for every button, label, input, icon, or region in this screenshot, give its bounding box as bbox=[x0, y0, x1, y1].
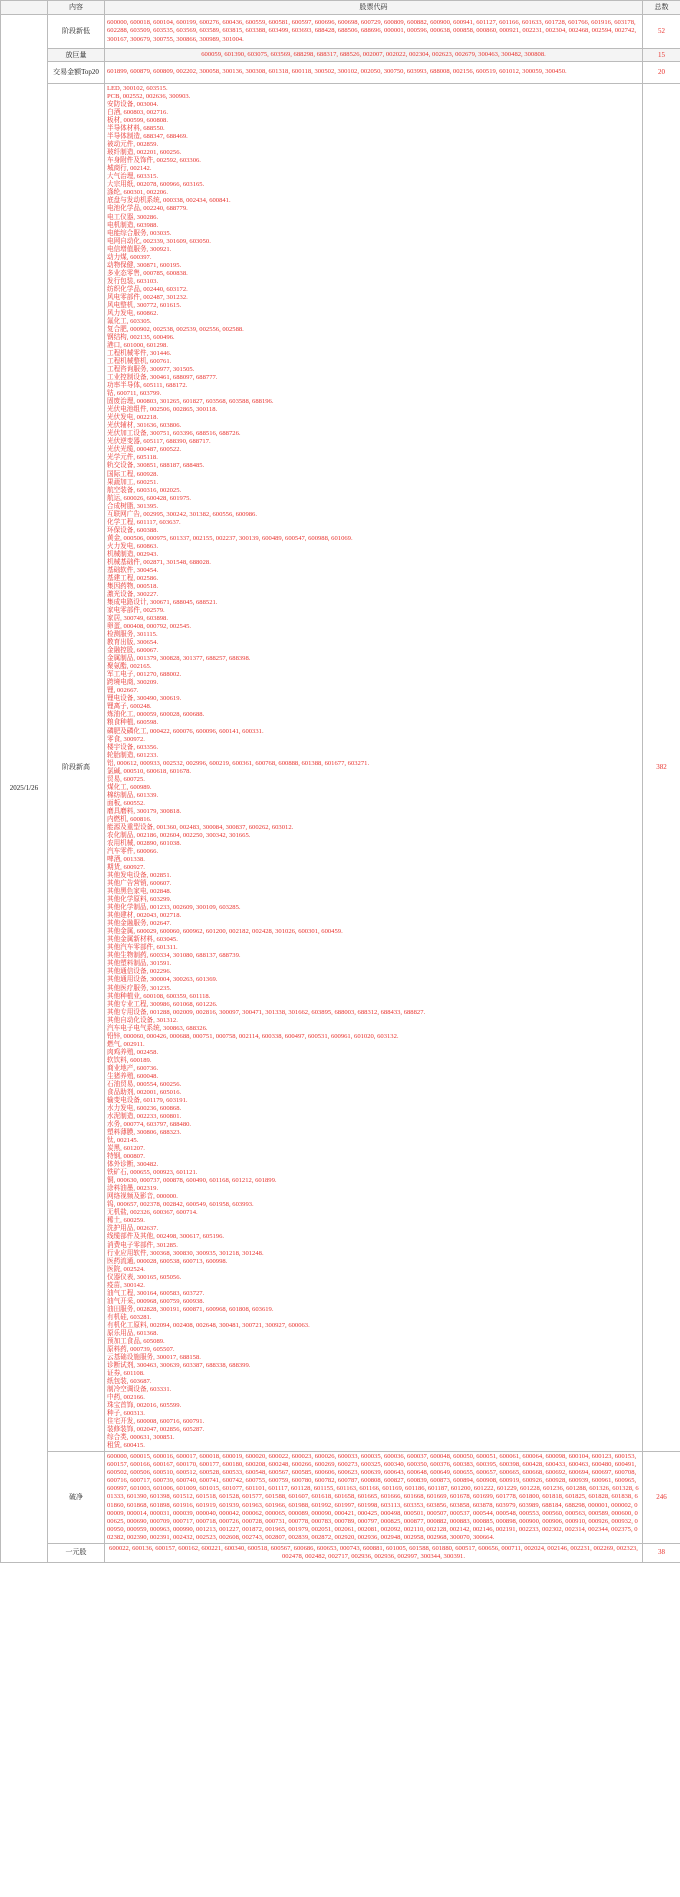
industry-line: 洗护用品, 002637. bbox=[107, 1225, 159, 1233]
industry-line: 塑料薄膜, 300806, 688323. bbox=[107, 1129, 182, 1137]
industry-line: 多业态零售, 000785, 600838. bbox=[107, 269, 188, 277]
row-new-low bbox=[1, 15, 680, 49]
industry-line: 诊断试剂, 300463, 300639, 603387, 688338, 688399. bbox=[107, 1361, 251, 1369]
industry-line: PCB, 002552, 002636, 300903. bbox=[107, 93, 191, 101]
industry-line: 大气治理, 603315. bbox=[107, 173, 159, 181]
industry-line: 种子, 600313. bbox=[107, 1410, 145, 1418]
category-top20: 交易金额Top20 bbox=[48, 62, 105, 84]
industry-line: 软饮料, 600189. bbox=[107, 1056, 152, 1064]
industry-line: 水泥制造, 002233, 600801. bbox=[107, 1113, 182, 1120]
industry-line: 光伏电池组件, 002506, 002865, 300118. bbox=[107, 406, 218, 414]
industry-line: 油田服务, 002828, 300191, 600871, 600968, 601808, 603619. bbox=[107, 1305, 274, 1313]
industry-line: 其他生物制药, 600334, 301080, 688137, 688739. bbox=[107, 952, 241, 960]
industry-line: 稀土, 600259. bbox=[107, 1217, 145, 1225]
row-net bbox=[1, 1452, 680, 1543]
codes-net: 600000, 600015, 600016, 600017, 600018, 600019, 600020, 600022, 600023, 600026, 600033, 600035, 600036, 600037, 600048, 600050, 600051, 600061, 600064, 600098, 600104, 600123, 600153, 600157, 600166, 600167, 600170, 600177, 600180, 600208, 600248, 600266, 600269, 600273, 600325, 600340, 600350, 600376, 600383, 600395, 600398, 600428, 600433, 600463, 600480, 600491, 600502, 600506, 600510, 600512, 600528, 600533, 600548, 600567, 600585, 600606, 600623, 600639, 600643, 600648, 600649, 600655, 600657, 600665, 600668, 600692, 600694, 600697, 600708, 600716, 600717, 600739, 600740, 600741, 600742, 600755, 600759, 600780, 600782, 600787, 600808, 600827, 600839, 600873, 600894, 600908, 600919, 600926, 600928, 600939, 600961, 600965, 600997, 601003, 601006, 601009, 601015, 601077, 601101, 601117, 601128, 601155, 601163, 601166, 601169, 601186, 601187, 601200, 601222, 601229, 601228, 601236, 601288, 601326, 601328, 601333, 601390, 601398, 601512, 601518, 601528, 601577, 601588, 601607, 601618, 601658, 601665, 601666, 601668, 601669, 601678, 601699, 601778, 601800, 601818, 601825, 601828, 601838, 601860, 601868, 601898, 601916, 601919, 601939, 601963, 601966, 601988, 601992, 601997, 601998, 603113, 603353, 603856, 603858, 603878, 603979, 603989, 688184, 688298, 000001, 000002, 000009, 000014, 000031, 000039, 000040, 000042, 000062, 000065, 000089, 000090, 000421, 000425, 000498, 000501, 000507, 000537, 000544, 000548, 000553, 000560, 000563, 000589, 000600, 000625, 000690, 000709, 000717, 000718, 000726, 000728, 000731, 000778, 000783, 000789, 000797, 000825, 000877, 000882, 000883, 000885, 000898, 000900, 000906, 000910, 000926, 000932, 000950, 000959, 000963, 000990, 001213, 001227, 001872, 001965, 001979, 002051, 002061, 002081, 002092, 002110, 002128, 002142, 002146, 002191, 002233, 002302, 002314, 002344, 002375, 002382, 002390, 002391, 002432, 002523, 002608, 002743, 002807, 002839, 002872, 002920, 002936, 002948, 002958, 002968, 300070, 300664. bbox=[105, 1452, 643, 1543]
industry-line: 其他发电设备, 002851. bbox=[107, 872, 172, 880]
category-volume: 放巨量 bbox=[48, 49, 105, 62]
industry-line: 基建工程, 002586. bbox=[107, 574, 159, 582]
industry-line: 车身附件及饰件, 002592, 603306. bbox=[107, 157, 201, 165]
count-penny: 38 bbox=[643, 1543, 680, 1562]
count-volume: 15 bbox=[643, 49, 680, 62]
industry-line: 大宗用纸, 002078, 600966, 603165. bbox=[107, 181, 205, 189]
industry-line: 基础软件, 300454. bbox=[107, 566, 159, 574]
industry-line: 炼油化工, 000059, 600028, 600688. bbox=[107, 711, 205, 719]
industry-line: 行业应用软件, 300368, 300830, 300935, 301218, 301248. bbox=[107, 1249, 264, 1257]
industry-line: 住宅开发, 600008, 600716, 600791. bbox=[107, 1418, 205, 1426]
industry-line: 互联网广告, 002995, 300242, 301382, 600556, 600986. bbox=[107, 510, 258, 518]
industry-line: 面板, 600552. bbox=[107, 799, 145, 807]
industry-line: 氯碱, 000510, 600618, 601678. bbox=[107, 767, 192, 775]
industry-line: 其他医疗服务, 301235. bbox=[107, 984, 172, 992]
industry-line: 钨, 000657, 002378, 002842, 600549, 601958, 603993. bbox=[107, 1201, 254, 1209]
industry-line: 原乐用品, 601368. bbox=[107, 1329, 159, 1337]
industry-line: 电池化学品, 002240, 688779. bbox=[107, 205, 188, 213]
industry-line: 输变电设备, 601179, 603191. bbox=[107, 1096, 188, 1104]
industry-line: 板材, 000599, 600808. bbox=[107, 117, 168, 125]
industry-line: 内燃机, 600816. bbox=[107, 815, 152, 823]
industry-line: 其他黑色家电, 002848. bbox=[107, 888, 172, 896]
industry-line: 制冷空调设备, 603331. bbox=[107, 1386, 172, 1394]
industry-line: 航空装备, 600316, 002025. bbox=[107, 486, 182, 494]
industry-line: 安防设备, 003004. bbox=[107, 101, 159, 109]
industry-line: 有机化工原料, 002094, 002408, 002648, 300481, 300721, 300927, 600063. bbox=[107, 1321, 310, 1329]
industry-line: 炭黑, 601207. bbox=[107, 1145, 145, 1153]
industry-line: 化学工程, 601117, 603637. bbox=[107, 518, 181, 526]
industry-line: 特钢, 000807. bbox=[107, 1153, 145, 1161]
industry-line: 金属制品, 001379, 300828, 301377, 688257, 688398. bbox=[107, 655, 251, 663]
industry-line: 光伏辅材, 301636, 603806. bbox=[107, 422, 182, 430]
industry-line: 棉纺制品, 601339. bbox=[107, 791, 159, 799]
industry-line: 工程机械零件, 301446. bbox=[107, 350, 172, 358]
industry-line: 贸易, 600725. bbox=[107, 775, 145, 783]
industry-line: 线缆部件及其他, 002498, 300617, 605196. bbox=[107, 1233, 225, 1241]
industry-line: 动物保健, 300871, 600195. bbox=[107, 261, 182, 269]
industry-line: 工程机械整机, 600761. bbox=[107, 358, 172, 366]
industry-line: 电能综合服务, 003035. bbox=[107, 229, 172, 237]
codes-new-low: 600000, 600018, 600104, 600199, 600276, 600436, 600559, 600581, 600597, 600696, 600698, 600729, 600809, 600882, 600900, 600941, 601127, 601166, 601633, 601728, 601766, 601916, 603178, 602288, 603509, 603535, 603569, 603589, 603815, 603388, 603499, 603693, 688428, 688506, 688696, 000001, 000596, 000638, 000858, 000860, 000921, 002231, 002304, 002468, 002594, 002742, 300167, 300679, 300755, 300866, 300989, 301004. bbox=[105, 15, 643, 49]
industry-line: 铅锌, 000060, 000426, 000688, 000751, 000758, 002114, 600338, 600497, 600531, 600961, 601020, 603132. bbox=[107, 1032, 399, 1040]
industry-line: 其他金属, 600029, 600060, 600962, 601200, 002182, 002428, 301026, 600301, 600459. bbox=[107, 928, 343, 936]
count-net: 246 bbox=[643, 1452, 680, 1543]
header-count: 总数 bbox=[643, 1, 680, 15]
industry-line: 疫苗, 300142. bbox=[107, 1281, 145, 1289]
industry-line: 钴, 600711, 603799. bbox=[107, 390, 162, 398]
industry-line: 云基础设施服务, 300017, 688158. bbox=[107, 1353, 201, 1361]
industry-line: 黄金, 000506, 000975, 601337, 002155, 002237, 300139, 600489, 600547, 600988, 601069. bbox=[107, 534, 353, 542]
industry-line: 水务, 000774, 603797, 688480. bbox=[107, 1121, 192, 1129]
industry-line: 证券, 601108. bbox=[107, 1370, 145, 1377]
industry-line: 轨交设备, 300851, 688187, 688485. bbox=[107, 462, 205, 470]
industry-line: 零食, 300972. bbox=[107, 735, 145, 743]
industry-line: 光伏光缆, 000487, 600522. bbox=[107, 446, 182, 454]
industry-line: 农化制品, 002186, 002604, 002250, 300342, 301665. bbox=[107, 831, 251, 839]
industry-line: 被动元件, 002859. bbox=[107, 141, 159, 149]
industry-line: 铝, 000612, 000933, 002532, 002996, 600219, 600361, 600768, 600888, 601388, 601677, 603271. bbox=[107, 759, 370, 767]
category-net: 破净 bbox=[48, 1452, 105, 1543]
industry-line: 石油贸易, 000554, 600256. bbox=[107, 1080, 182, 1088]
industry-line: 肉鸡养殖, 002458. bbox=[107, 1048, 159, 1056]
header-date bbox=[1, 1, 48, 15]
industry-line: 光伏逆变器, 605117, 688390, 688717. bbox=[107, 438, 211, 446]
industry-line: 涂料油墨, 002319. bbox=[107, 1185, 159, 1193]
codes-volume: 600059, 601390, 603075, 603569, 688298, 688317, 688526, 002007, 002022, 002304, 002623, 002679, 300463, 300482, 300808. bbox=[105, 49, 643, 62]
industry-line: 铁矿石, 000655, 000923, 601121. bbox=[107, 1169, 198, 1177]
industry-line: 锂电设备, 300490, 300619. bbox=[107, 695, 182, 703]
industry-line: 底盘与发动机系统, 000338, 002434, 600841. bbox=[107, 197, 231, 205]
industry-line: 机械基础件, 002871, 301548, 688028. bbox=[107, 558, 211, 566]
industry-line: 金融控股, 600067. bbox=[107, 647, 159, 655]
industry-line: 磨具磨料, 300179, 300818. bbox=[107, 807, 182, 815]
header-row bbox=[1, 1, 680, 15]
industry-line: 合成树脂, 301395. bbox=[107, 502, 159, 510]
industry-line: 激光设备, 300227. bbox=[107, 590, 159, 598]
industry-line: 钢结构, 002135, 600496. bbox=[107, 333, 175, 341]
industry-line: 固废治理, 000803, 301265, 601827, 603568, 603588, 688196. bbox=[107, 398, 274, 406]
industry-line: 电机制造, 603988. bbox=[107, 221, 159, 229]
industry-line: 其他专业工程, 300986, 601068, 601226. bbox=[107, 1000, 218, 1008]
row-volume bbox=[1, 49, 680, 62]
industry-line: 食品助剂, 002001, 605016. bbox=[107, 1088, 182, 1096]
industry-line: 仪器仪表, 300165, 605056. bbox=[107, 1273, 182, 1281]
industry-line: 工程咨询服务, 300977, 301505. bbox=[107, 366, 195, 374]
industry-line: 功率半导体, 605111, 688172. bbox=[107, 382, 188, 390]
industry-line: 纸包装, 603687. bbox=[107, 1378, 152, 1386]
industry-line: 其他化学制品, 001233, 002609, 300109, 603285. bbox=[107, 904, 241, 912]
industry-line: 无机盐, 002326, 600367, 600714. bbox=[107, 1209, 198, 1217]
industry-line: 楼宇设备, 603356. bbox=[107, 743, 159, 751]
industry-line: 期货, 600927. bbox=[107, 864, 145, 872]
industry-line: 玻纤制造, 002201, 600256. bbox=[107, 149, 182, 157]
industry-line: 光伏加工设备, 300751, 603396, 688516, 688726. bbox=[107, 430, 241, 438]
industry-line: 其他化学原料, 603299. bbox=[107, 896, 172, 904]
industry-line: 教育出版, 300654. bbox=[107, 639, 159, 647]
row-penny bbox=[1, 1543, 680, 1562]
industry-line: 其他通用设备, 300004, 300263, 601369. bbox=[107, 976, 218, 984]
industry-line: 体外诊断, 300482. bbox=[107, 1161, 159, 1169]
industry-line: 风电零部件, 002487, 301232. bbox=[107, 293, 188, 301]
industry-line: 消费电子零部件, 301285. bbox=[107, 1241, 178, 1249]
industry-line: 网络视频及影音, 000000. bbox=[107, 1193, 178, 1201]
industry-line: 卵蛋, 000408, 000792, 002545. bbox=[107, 623, 192, 631]
industry-line: 有机硅, 603281. bbox=[107, 1313, 152, 1321]
industry-line: 汽车零件, 600066. bbox=[107, 847, 159, 855]
industry-line: 果蔬加工, 600251. bbox=[107, 478, 159, 486]
industry-line: 商业地产, 600736. bbox=[107, 1064, 159, 1072]
industry-line: 跨境电商, 300209. bbox=[107, 679, 159, 687]
industry-line: 集成电路设计, 300671, 688045, 688521. bbox=[107, 599, 218, 606]
industry-line: 机械制造, 002943. bbox=[107, 550, 159, 558]
industry-line: 预加工食品, 605089. bbox=[107, 1337, 165, 1345]
category-new-low: 阶段新低 bbox=[48, 15, 105, 49]
industry-line: 光学元件, 605118. bbox=[107, 454, 158, 462]
industry-line: 油气开采, 000968, 600759, 600938. bbox=[107, 1297, 205, 1305]
industry-line: 汽车电子电气系统, 300863, 688326. bbox=[107, 1024, 208, 1032]
industry-line: 原料药, 000739, 605507. bbox=[107, 1345, 175, 1353]
industry-line: 中药, 002166. bbox=[107, 1394, 145, 1402]
industry-line: 轮胎制造, 601233. bbox=[107, 751, 159, 759]
industry-line: 锂离子, 600248. bbox=[107, 703, 152, 711]
industry-line: 锂, 002667. bbox=[107, 687, 139, 695]
industry-line: 风力发电, 600862. bbox=[107, 309, 159, 317]
industry-line: 啤酒, 001338. bbox=[107, 856, 145, 863]
industry-line: 磷肥及磷化工, 000422, 600076, 600096, 600141, 600331. bbox=[107, 727, 264, 735]
industry-line: 军工电子, 001270, 688002. bbox=[107, 671, 182, 679]
industry-line: 工业控制设备, 300461, 688097, 688777. bbox=[107, 374, 218, 382]
industry-line: 其他建材, 002043, 002718. bbox=[107, 912, 182, 920]
industry-line: 燃气, 002911. bbox=[107, 1040, 145, 1048]
count-new-high: 382 bbox=[643, 84, 680, 1452]
industry-line: 水力发电, 600236, 600868. bbox=[107, 1104, 182, 1112]
industry-line: 家电零部件, 002579. bbox=[107, 607, 165, 615]
industry-line: 电网自动化, 002339, 301609, 603050. bbox=[107, 237, 211, 245]
industry-line: 珠宝首饰, 002016, 605599. bbox=[107, 1402, 182, 1410]
industry-line: 其他汽车零部件, 601311. bbox=[107, 944, 178, 952]
industry-line: 其他自动化设备, 301312. bbox=[107, 1016, 178, 1024]
industry-line: 光伏发电, 002218. bbox=[107, 414, 159, 422]
industry-line: 租赁, 600415. bbox=[107, 1442, 145, 1450]
industry-line: 其他专用设备, 001288, 002009, 002816, 300097, 300471, 301338, 301662, 603895, 688003, 688312, 688433, 688827. bbox=[107, 1008, 426, 1016]
industry-line: 聚氨酯, 002165. bbox=[107, 663, 152, 671]
industry-line: 港口, 601000, 601298. bbox=[107, 342, 168, 349]
industry-line: 复合肥, 000902, 002538, 002539, 002556, 002588. bbox=[107, 325, 244, 333]
codes-penny: 600022, 600136, 600157, 600162, 600221, 600340, 600518, 600567, 600686, 600653, 000743, 600881, 601005, 601588, 601880, 600517, 600656, 000711, 002024, 002146, 002231, 002269, 002323, 002478, 002482, 002717, 002936, 002936, 002997, 300344, 300391. bbox=[105, 1543, 643, 1562]
industry-line: 检测服务, 301115. bbox=[107, 631, 158, 639]
header-content: 内容 bbox=[48, 1, 105, 15]
industry-line: 煤化工, 600989. bbox=[107, 783, 152, 791]
codes-new-high bbox=[105, 84, 643, 1452]
industry-line: 涤纶, 600301, 002206. bbox=[107, 189, 168, 197]
industry-line: 电信增值服务, 300921. bbox=[107, 245, 172, 253]
industry-line: 火力发电, 600863. bbox=[107, 542, 159, 550]
industry-line: 其他通信设备, 002296. bbox=[107, 968, 172, 976]
industry-line: 粮食种植, 600598. bbox=[107, 719, 159, 727]
industry-line: 集因药物, 000518. bbox=[107, 582, 159, 590]
industry-line: 其他种植业, 600108, 600359, 601118. bbox=[107, 992, 211, 1000]
industry-line: 半导体材料, 688550. bbox=[107, 125, 165, 133]
industry-line: 其他广告营销, 600607. bbox=[107, 880, 172, 888]
industry-line: 能源及重型设备, 001360, 002483, 300084, 300837, 600262, 603012. bbox=[107, 823, 294, 831]
date-cell: 2025/1/26 bbox=[1, 15, 48, 1563]
row-new-high bbox=[1, 84, 680, 1452]
industry-line: 其他金融服务, 002647. bbox=[107, 920, 172, 928]
count-new-low: 52 bbox=[643, 15, 680, 49]
industry-line: 综合类, 000631, 300851. bbox=[107, 1434, 175, 1442]
industry-line: 油气工程, 300164, 600583, 603727. bbox=[107, 1289, 205, 1297]
header-codes: 股票代码 bbox=[105, 1, 643, 15]
industry-line: 动力煤, 600397. bbox=[107, 253, 152, 261]
industry-line: 国际工程, 600928. bbox=[107, 470, 159, 478]
industry-line: 其他金属新材料, 603045. bbox=[107, 936, 178, 944]
industry-line: LED, 300102, 603515. bbox=[107, 85, 168, 92]
industry-line: 半导体制造, 688347, 688469. bbox=[107, 133, 188, 141]
industry-line: 电工仪器, 300286. bbox=[107, 213, 159, 221]
industry-line: 医药流通, 000028, 600538, 600713, 600998. bbox=[107, 1257, 228, 1265]
industry-line: 生猪养殖, 600048. bbox=[107, 1072, 159, 1080]
industry-line: 医院, 002524. bbox=[107, 1265, 145, 1273]
industry-line: 白酒, 600803, 002716. bbox=[107, 109, 168, 117]
industry-line: 家居, 300749, 603898. bbox=[107, 615, 168, 623]
industry-line: 航运, 600026, 600428, 601975. bbox=[107, 494, 192, 502]
count-top20: 20 bbox=[643, 62, 680, 84]
category-penny: 一元股 bbox=[48, 1543, 105, 1562]
codes-top20: 601899, 600879, 600809, 002202, 300058, 300136, 300308, 601318, 600118, 300502, 300102, 002050, 300750, 603993, 688008, 002156, 600519, 601012, 300059, 300450. bbox=[105, 62, 643, 84]
industry-line: 铜, 000630, 000737, 000878, 600490, 601168, 601212, 601899. bbox=[107, 1177, 277, 1185]
industry-line: 发行包装, 603103. bbox=[107, 277, 159, 285]
industry-line: 钛, 002145. bbox=[107, 1137, 139, 1145]
category-new-high: 阶段新高 bbox=[48, 84, 105, 1452]
industry-line: 城商行, 002142. bbox=[107, 165, 152, 173]
industry-line: 装修装饰, 002047, 002856, 605287. bbox=[107, 1426, 205, 1434]
industry-line: 纺织化学品, 002440, 603172. bbox=[107, 285, 188, 293]
industry-line: 氟化工, 603305. bbox=[107, 317, 152, 325]
row-top20 bbox=[1, 62, 680, 84]
industry-line: 农用机械, 002890, 601038. bbox=[107, 839, 182, 847]
industry-line: 其他塑料制品, 301591. bbox=[107, 960, 172, 968]
industry-line: 风电整机, 300772, 601615. bbox=[107, 301, 182, 309]
industry-line: 环保设备, 600388. bbox=[107, 526, 159, 534]
